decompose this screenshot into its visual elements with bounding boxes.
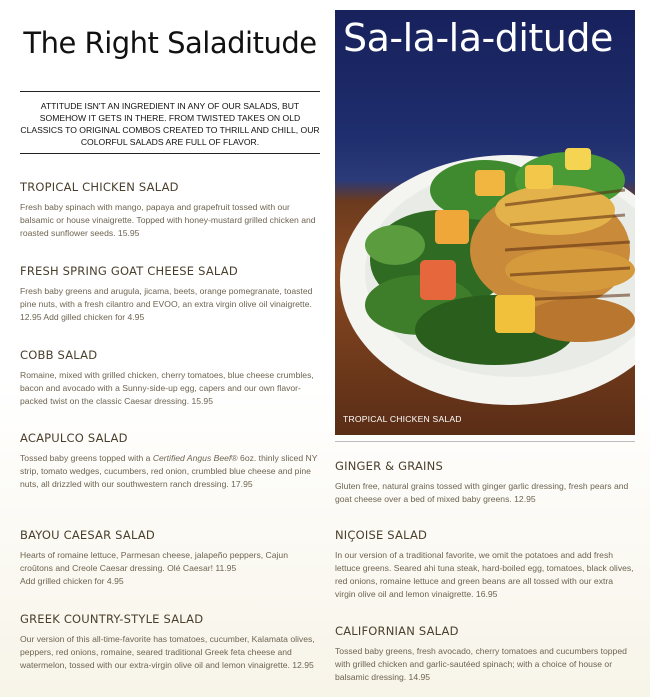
item-description: Gluten free, natural grains tossed with ginger garlic dressing, fresh pears and goat cheese over a bed of mixed baby greens. 12.95 — [335, 481, 629, 504]
item-description: Tossed baby greens topped with a Certified Angus Beef® 6oz. thinly sliced NY strip, tomato wedges, cucumbers, red onion, crumbled blue cheese and pine nuts, all drizzled with our southwestern ranch dressing. 17.95 — [20, 453, 318, 489]
menu-item-greek — [20, 612, 320, 672]
item-name: BAYOU CAESAR SALAD — [20, 528, 155, 542]
salad-photo — [335, 10, 635, 435]
menu-item-cobb — [20, 348, 320, 408]
page-title: The Right Saladitude — [23, 26, 317, 60]
menu-item-acapulco — [20, 431, 320, 491]
item-addon: Add grilled chicken for 4.95 — [20, 576, 124, 586]
item-description: Hearts of romaine lettuce, Parmesan cheese, jalapeño peppers, Cajun croûtons and Creole Caesar dressing. Olé Caesar! 11.95 — [20, 550, 288, 573]
menu-item-goat-cheese — [20, 264, 320, 324]
menu-item-bayou-caesar — [20, 528, 320, 588]
item-name: TROPICAL CHICKEN SALAD — [20, 180, 179, 194]
item-name: GREEK COUNTRY-STYLE SALAD — [20, 612, 204, 626]
menu-item-tropical-chicken — [20, 180, 320, 240]
item-name: CALIFORNIAN SALAD — [335, 624, 459, 638]
item-name: FRESH SPRING GOAT CHEESE SALAD — [20, 264, 238, 278]
divider — [335, 441, 635, 442]
item-description: Fresh baby spinach with mango, papaya and grapefruit tossed with our balsamic or house vinaigrette. Topped with honey-mustard grilled chicken and roasted sunflower seeds. 15.95 — [20, 202, 316, 238]
menu-item-californian — [335, 624, 635, 684]
divider — [20, 153, 320, 154]
intro-text: ATTITUDE ISN'T AN INGREDIENT IN ANY OF OUR SALADS, BUT SOMEHOW IT GETS IN THERE. FROM TWISTED TAKES ON OLD CLASSICS TO ORIGINAL COMBOS CREATED TO THRILL AND CHILL, OUR COLORFUL SALADS ARE FULL OF FLAVOR. — [20, 101, 320, 147]
brand-name: Certified Angus Beef — [152, 453, 232, 463]
divider — [20, 91, 320, 92]
item-name: GINGER & GRAINS — [335, 459, 443, 473]
item-description: Our version of this all-time-favorite has tomatoes, cucumber, Kalamata olives, peppers, red onions, romaine, seared traditional Greek feta cheese and watermelon, tossed with our extra-virgin olive oil and lemon vinaigrette. 12.95 — [20, 634, 315, 670]
item-name: NIÇOISE SALAD — [335, 528, 428, 542]
item-description: Romaine, mixed with grilled chicken, cherry tomatoes, blue cheese crumbles, bacon and avocado with a Sunny-side-up egg, capers and our own flavor-packed twist on the classic Caesar dressing. 15.95 — [20, 370, 314, 406]
menu-item-nicoise — [335, 528, 635, 601]
brand-headline: Sa-la-la-ditude — [343, 16, 613, 60]
menu-item-ginger-grains — [335, 459, 635, 506]
item-description: Tossed baby greens, fresh avocado, cherry tomatoes and cucumbers topped with grilled chicken and garlic-sautéed spinach; with a choice of house or balsamic dressing. 14.95 — [335, 646, 627, 682]
item-description: Fresh baby greens and arugula, jicama, beets, orange pomegranate, toasted pine nuts, with a fresh cilantro and EVOO, an extra virgin olive oil vinaigrette. 12.95 Add gilled chicken for 4.95 — [20, 286, 313, 322]
photo-caption: TROPICAL CHICKEN SALAD — [343, 414, 462, 424]
salad-illustration — [335, 10, 635, 435]
item-description: In our version of a traditional favorite, we omit the potatoes and add fresh lettuce greens. Seared ahi tuna steak, hard-boiled egg, tomatoes, black olives, red onions, romaine lettuce and green beans are all tossed with our extra virgin olive oil and lemon vinaigrette. 16.95 — [335, 550, 634, 599]
item-name: COBB SALAD — [20, 348, 98, 362]
item-name: ACAPULCO SALAD — [20, 431, 128, 445]
